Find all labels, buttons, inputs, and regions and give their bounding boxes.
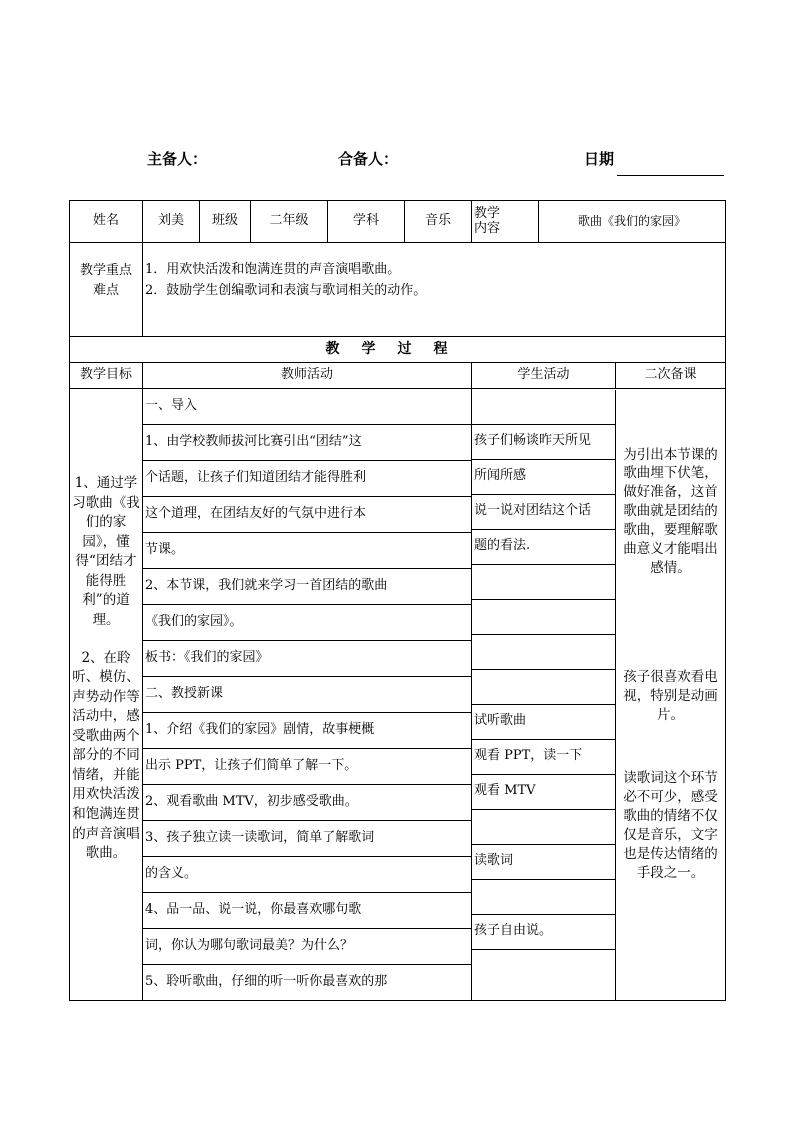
- teacher-column-header: 教师活动: [143, 363, 472, 389]
- teacher-activity: 2、本节课，我们就来学习一首团结的歌曲: [143, 569, 472, 605]
- teaching-goals-cell: [70, 389, 143, 1001]
- focus-label-line2: 难点: [92, 282, 119, 298]
- student-activity: [472, 810, 615, 845]
- teacher-activity: 4、品一品、说一说，你最喜欢哪句歌: [143, 893, 472, 929]
- teacher-activity: 节课。: [143, 533, 472, 569]
- focus-row: [70, 243, 726, 337]
- teacher-activity: 个话题，让孩子们知道团结才能得胜利: [143, 461, 472, 497]
- class-value: 二年级: [251, 201, 328, 243]
- focus-item-2: 2．鼓励学生创编歌词和表演与歌词相关的动作。: [145, 282, 427, 298]
- focus-label-line1: 教学重点: [79, 263, 132, 278]
- date-label: 日期: [584, 150, 615, 168]
- teacher-activity: 出示 PPT，让孩子们简单了解一下。: [143, 749, 472, 785]
- teacher-activity: 3、孩子独立读一读歌词，简单了解歌词: [143, 821, 472, 857]
- teacher-activity: 1、由学校教师拔河比赛引出“团结”这: [143, 425, 472, 461]
- subject-value: 音乐: [405, 201, 472, 243]
- student-activity: 观看 MTV: [472, 775, 615, 810]
- student-activity: 孩子自由说。: [472, 915, 615, 950]
- student-second-headers: [472, 363, 726, 389]
- student-activity: 读歌词: [472, 845, 615, 880]
- student-activity: [472, 565, 615, 600]
- second-prep-column-header: 二次备课: [644, 367, 697, 383]
- student-and-notes-block: [472, 389, 726, 1001]
- content-label-line2: 内容: [474, 220, 501, 236]
- student-activity: [472, 880, 615, 915]
- info-row: [70, 201, 726, 243]
- teacher-activity: 这个道理，在团结友好的气氛中进行本: [143, 497, 472, 533]
- student-activity: [472, 390, 615, 425]
- process-title: 教学过程: [70, 337, 726, 363]
- co-preparer-label: 合备人：: [338, 150, 399, 168]
- student-column-header: 学生活动: [472, 363, 616, 388]
- teacher-activity: 二、教授新课: [143, 677, 472, 713]
- focus-content: [143, 243, 726, 337]
- goal-2: 2、在聆听、模仿、声势动作等活动中，感受歌曲两个部分的不同情绪，并能用欢快活泼和饱满连贯的声音演唱歌曲。: [72, 649, 140, 862]
- process-title-row: [70, 337, 726, 363]
- teacher-activity: 1、介绍《我们的家园》剧情，故事梗概: [143, 713, 472, 749]
- note-2: 孩子很喜欢看电视，特别是动画片。: [623, 668, 718, 723]
- teacher-activity: 词，你认为哪句歌词最美？为什么？: [143, 929, 472, 965]
- name-label: 姓名: [70, 201, 143, 243]
- focus-item-1: 1．用欢快活泼和饱满连贯的声音演唱歌曲。: [145, 262, 401, 277]
- student-activity-column: [472, 390, 616, 1000]
- subject-label: 学科: [328, 201, 405, 243]
- student-activity: 题的看法.: [472, 530, 615, 565]
- content-label: [472, 201, 539, 243]
- class-label: 班级: [200, 201, 251, 243]
- teacher-activity: 2、观看歌曲 MTV，初步感受歌曲。: [143, 785, 472, 821]
- table-row: [70, 389, 726, 425]
- teacher-activity: 《我们的家园》。: [143, 605, 472, 641]
- second-prep-notes: [616, 390, 725, 1000]
- goal-1: 1、通过学习歌曲《我们的家园》，懂得“团结才能得胜利”的道理。: [72, 475, 140, 628]
- student-activity: [472, 670, 615, 705]
- teacher-activity: 板书：《我们的家园》: [143, 641, 472, 677]
- teacher-activity: 5、聆听歌曲，仔细的听一听你最喜欢的那: [143, 965, 472, 1001]
- lesson-plan-table: [69, 200, 726, 1001]
- preparer-label: 主备人：: [147, 150, 208, 168]
- student-activity: 观看 PPT，读一下: [472, 740, 615, 775]
- teacher-activity: 一、导入: [143, 389, 472, 425]
- date-underline: [617, 175, 724, 176]
- teacher-activity: 的含义。: [143, 857, 472, 893]
- content-value: 歌曲《我们的家园》: [539, 201, 726, 243]
- content-label-line1: 教学: [474, 205, 501, 221]
- student-activity: [472, 950, 615, 985]
- focus-label: [70, 243, 143, 337]
- student-activity: 说一说对团结这个话: [472, 495, 615, 530]
- student-activity: 试听歌曲: [472, 705, 615, 740]
- note-1: 为引出本节课的歌曲埋下伏笔，做好准备，这首歌曲就是团结的歌曲，要理解歌曲意义才能唱出感情。: [623, 446, 718, 576]
- student-activity: 所闻所感: [472, 460, 615, 495]
- note-3: 读歌词这个环节必不可少，感受歌曲的情绪不仅仅是音乐，文字也是传达情绪的手段之一。: [623, 770, 718, 881]
- name-value: 刘美: [143, 201, 200, 243]
- student-activity: 孩子们畅谈昨天所见: [472, 425, 615, 460]
- student-activity: [472, 635, 615, 670]
- column-header-row: [70, 363, 726, 389]
- student-activity: [472, 600, 615, 635]
- goal-column-header: 教学目标: [70, 363, 143, 389]
